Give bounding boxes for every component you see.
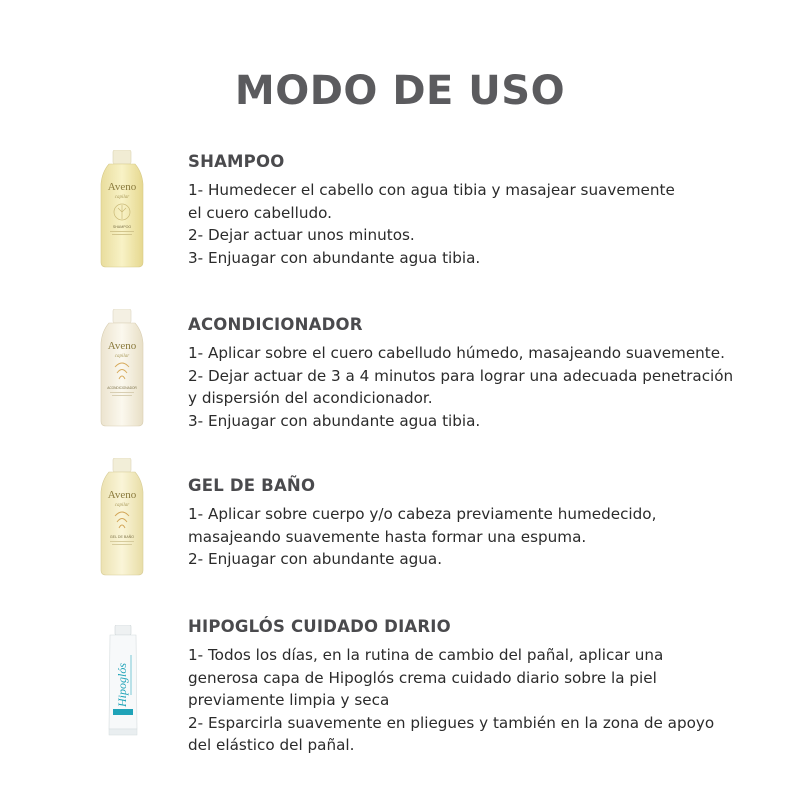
section-heading: GEL DE BAÑO <box>188 476 316 495</box>
svg-text:capilar: capilar <box>114 195 130 200</box>
step-1: 1- Aplicar sobre el cuero cabelludo húmedo, masajeando suavemente. <box>188 344 725 362</box>
step-2: 2- Dejar actuar de 3 a 4 minutos para lograr una adecuada penetración y dispersión del acondicionador. <box>188 366 734 407</box>
section-heading: ACONDICIONADOR <box>188 315 363 334</box>
step-1: 1- Humedecer el cabello con agua tibia y masajear suavemente el cuero cabelludo. <box>188 181 675 222</box>
svg-text:capilar: capilar <box>114 503 130 508</box>
section-heading: HIPOGLÓS CUIDADO DIARIO <box>188 617 451 636</box>
svg-text:SHAMPOO: SHAMPOO <box>112 225 132 229</box>
step-1: 1- Todos los días, en la rutina de cambio del pañal, aplicar una generosa capa de Hipoglós crema cuidado diario sobre la piel previamente limpia y seca <box>188 646 664 709</box>
step-2: 2- Dejar actuar unos minutos. <box>188 226 415 244</box>
bottle-conditioner-icon <box>97 309 147 432</box>
section-heading: SHAMPOO <box>188 152 285 171</box>
step-1: 1- Aplicar sobre cuerpo y/o cabeza previamente humedecido, masajeando suavemente hasta formar una espuma. <box>188 505 657 546</box>
page-title: MODO DE USO <box>234 68 566 114</box>
step-3: 3- Enjuagar con abundante agua tibia. <box>188 411 481 430</box>
step-2: 2- Enjuagar con abundante agua. <box>188 550 443 568</box>
svg-text:ACONDICIONADOR: ACONDICIONADOR <box>107 386 137 390</box>
step-3: 3- Enjuagar con abundante agua tibia. <box>188 248 481 267</box>
step-2: 2- Esparcirla suavemente en pliegues y también en la zona de apoyo del elástico del pañal. <box>188 713 715 754</box>
steps-list <box>188 342 748 432</box>
steps-list <box>188 503 748 571</box>
svg-text:GEL DE BAÑO: GEL DE BAÑO <box>109 535 135 539</box>
svg-text:Hipoglós: Hipoglós <box>115 662 129 707</box>
cream-tube-icon <box>106 625 140 742</box>
bottle-bath-gel-icon <box>97 458 147 581</box>
svg-text:Aveno: Aveno <box>107 340 137 352</box>
svg-text:capilar: capilar <box>114 354 130 359</box>
svg-text:Aveno: Aveno <box>107 181 137 193</box>
svg-text:Aveno: Aveno <box>107 489 137 501</box>
bottle-shampoo-icon <box>97 150 147 273</box>
steps-list <box>188 179 748 269</box>
steps-list <box>188 644 748 757</box>
